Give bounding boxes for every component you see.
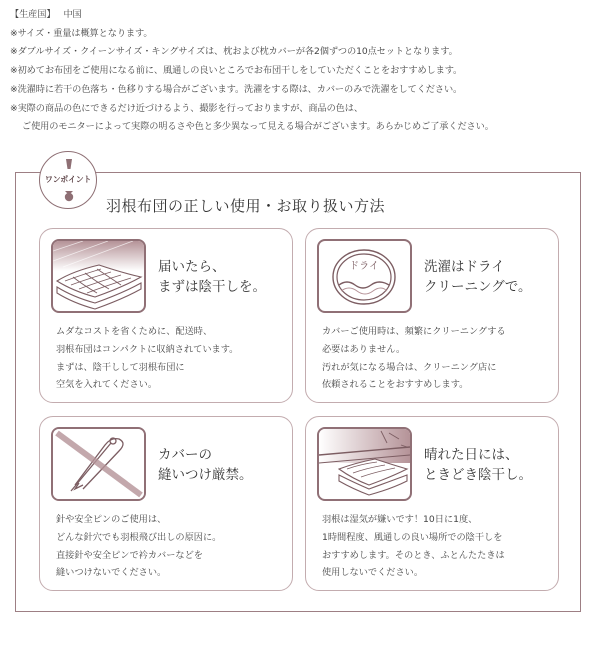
care-card-airing-on-arrival: [39, 228, 293, 403]
origin-label: 【生産国】: [10, 9, 56, 20]
note-color: ※実際の商品の色にできるだけ近づけるよう、撮影を行っておりますが、商品の色は、: [10, 102, 363, 114]
care-card-no-sewing: [39, 416, 293, 591]
card-heading: 届いたら、 まずは陰干しを。: [158, 259, 266, 295]
no-safety-pin-icon: [51, 427, 146, 501]
note-size: ※サイズ・重量は概算となります。: [10, 27, 153, 39]
dry-clean-icon: [317, 239, 412, 313]
note-washing: ※洗濯時に若干の色落ち・色移りする場合がございます。洗濯をする際は、カバーのみで洗濯をしてください。: [10, 83, 463, 95]
origin-value: 中国: [63, 9, 82, 20]
care-card-dry-cleaning: [305, 228, 559, 403]
card-heading: 晴れた日には、 ときどき陰干し。: [424, 447, 532, 483]
card-body: カバーご使用時は、頻繁にクリーニングする 必要はありません。 汚れが気になる場合は、クリーニング店に 依頼されることをおすすめします。: [322, 326, 506, 391]
panel-title: 羽根布団の正しい使用・お取り扱い方法: [106, 197, 386, 215]
care-card-sunny-airing: [305, 416, 559, 591]
sunny-airing-icon: [317, 427, 412, 501]
origin-line: [10, 6, 595, 25]
care-guide-panel: [15, 172, 581, 612]
one-point-badge: [39, 151, 97, 209]
card-body: 針や安全ピンのご使用は、 どんな針穴でも羽根飛び出しの原因に。 直接針や安全ピンで衿カバーなどを 縫いつけないでください。: [56, 514, 222, 579]
note-first-use: ※初めてお布団をご使用になる前に、風通しの良いところでお布団干しをしていただくことをおすすめします。: [10, 65, 463, 77]
folded-futon-icon: [51, 239, 146, 313]
card-heading: 洗濯はドライ クリーニングで。: [424, 259, 532, 295]
card-body: 羽根は湿気が嫌いです！10日に1度、 1時間程度、風通しの良い場所での陰干しを おすすめします。そのとき、ふとんたたきは 使用しないでください。: [322, 514, 505, 579]
badge-label: ワンポイント: [44, 175, 92, 184]
note-monitor: ご使用のモニターによって実際の明るさや色と多少異なって見える場合がございます。あらかじめご了承ください。: [22, 121, 494, 133]
product-notes: [10, 6, 595, 137]
note-set-contents: ※ダブルサイズ・クイーンサイズ・キングサイズは、枕および枕カバーが各2個ずつの10点セットとなります。: [10, 46, 458, 58]
dry-label: ドライ: [349, 261, 379, 272]
card-heading: カバーの 縫いつけ厳禁。: [158, 447, 253, 483]
card-body: ムダなコストを省くために、配送時、 羽根布団はコンパクトに収納されています。 まずは、陰干しして羽根布団に 空気を入れてください。: [56, 326, 239, 391]
